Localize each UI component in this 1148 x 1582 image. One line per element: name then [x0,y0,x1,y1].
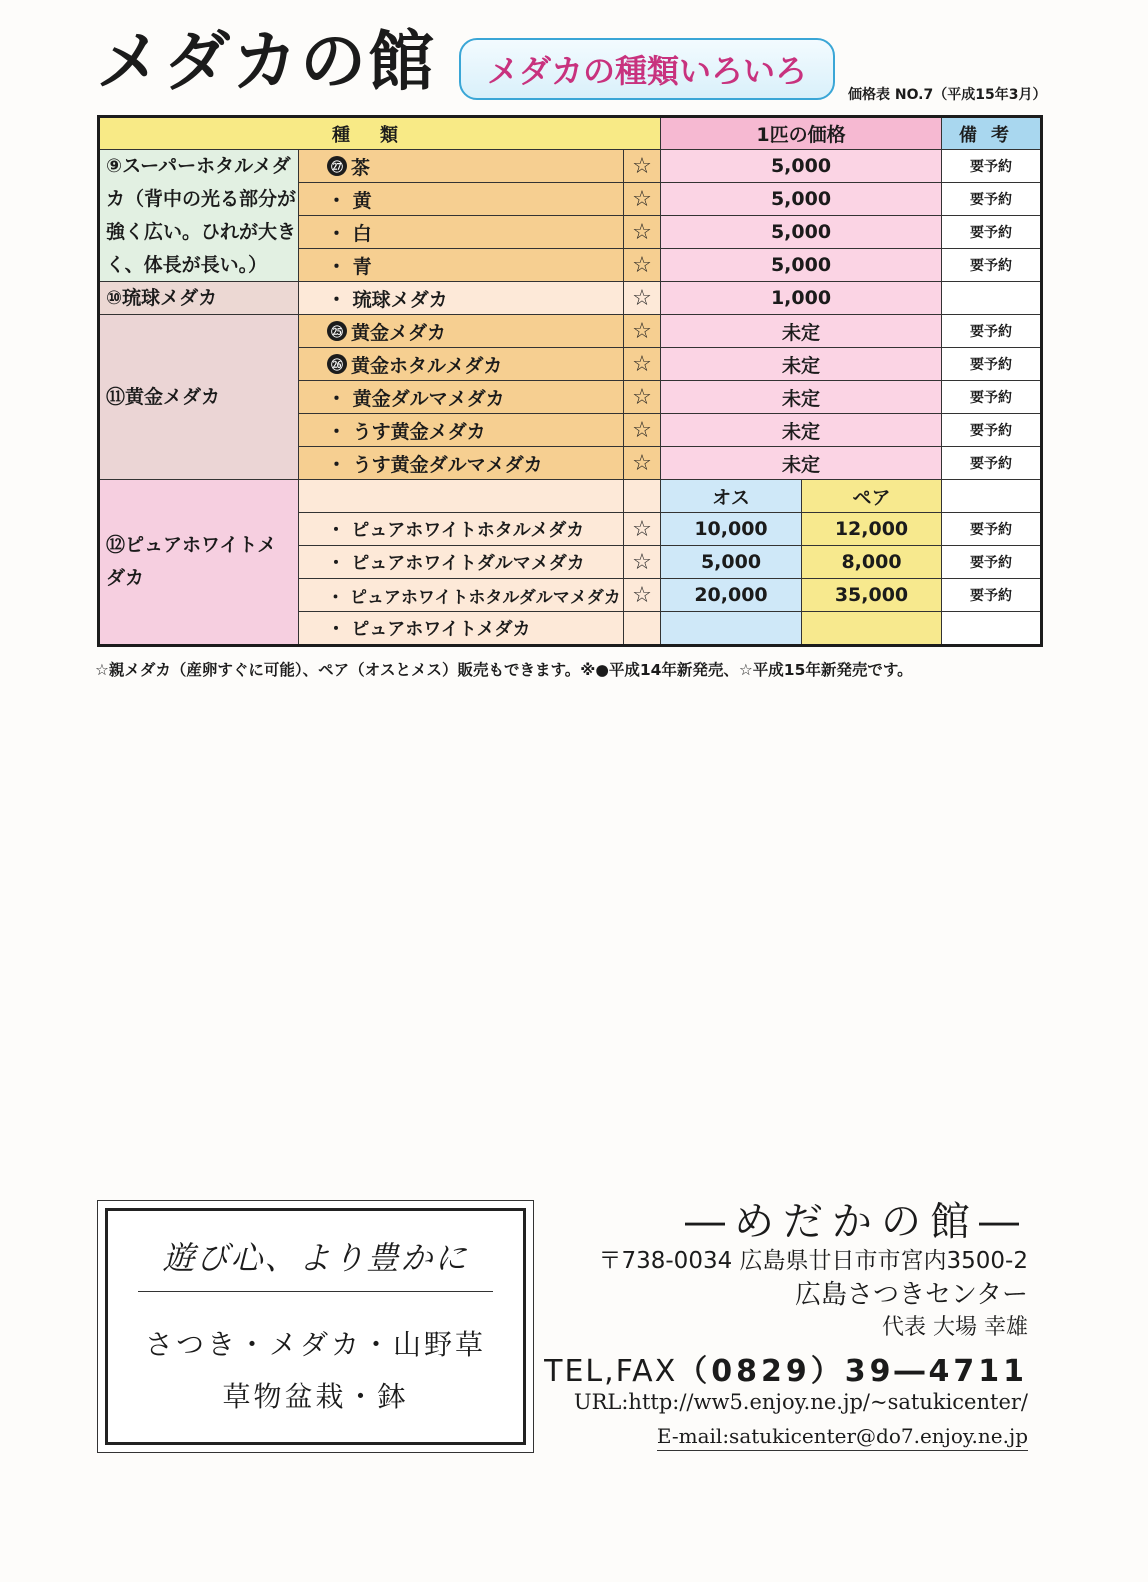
item-name: 茶 [351,156,371,179]
group-label-ryukyu: ⑩琉球メダカ [100,282,299,315]
item-note: 要予約 [942,546,1040,579]
star-icon: ☆ [624,447,661,480]
item-price: 未定 [661,315,942,348]
list-item [299,315,624,348]
item-note: 要予約 [942,579,1040,612]
star-icon: ☆ [624,183,661,216]
item-note: 要予約 [942,216,1040,249]
pair-price: 12,000 [802,513,942,546]
item-name: 琉球メダカ [352,288,448,311]
male-price: 5,000 [661,546,802,579]
blank-cell [299,480,624,513]
item-name: 黄 [352,189,372,212]
tel-fax [544,1346,1028,1390]
list-item [299,249,624,282]
item-name: ピュアホワイトホタルダルマメダカ [349,587,621,608]
header-pair: ペア [802,480,942,513]
list-item [299,579,624,612]
item-marker: ・ [327,255,347,278]
list-item [299,150,624,183]
item-note: 要予約 [942,315,1040,348]
list-item [299,612,624,644]
header-male: オス [661,480,802,513]
item-price: 未定 [661,414,942,447]
group-label-super-hotaru: ⑨スーパーホタルメダカ（背中の光る部分が強く広い。ひれが大きく、体長が長い。） [100,150,299,282]
item-marker: ・ [327,288,347,311]
item-marker: ・ [327,520,345,541]
center-name: 広島さつきセンター [795,1280,1028,1310]
star-icon: ☆ [624,546,661,579]
item-name: ピュアホワイトホタルメダカ [351,520,585,541]
group-label-ougon: ⑪黄金メダカ [100,315,299,480]
item-price: 5,000 [661,216,942,249]
item-name: うす黄金ダルマメダカ [352,453,543,476]
male-price: 20,000 [661,579,802,612]
item-note: 要予約 [942,381,1040,414]
item-note [942,612,1040,644]
header-kind: 種類 [100,118,661,150]
slogan-line-1: さつき・メダカ・山野草 [144,1328,486,1361]
star-icon: ☆ [624,414,661,447]
item-marker: ・ [327,387,347,410]
item-price: 未定 [661,381,942,414]
footnote: ☆親メダカ（産卵すぐに可能）、ペア（オスとメス）販売もできます。※●平成14年新発売、☆平成15年新発売です。 [95,661,913,679]
price-list-number: 価格表 NO.7（平成15年3月） [848,87,1047,103]
item-name: うす黄金メダカ [352,420,486,443]
list-item [299,546,624,579]
slogan-line-2: 草物盆栽・鉢 [222,1380,409,1413]
star-icon: ☆ [624,216,661,249]
item-marker: ・ [327,453,347,476]
star-icon: ☆ [624,513,661,546]
item-marker: ・ [327,189,347,212]
group-label-pure-white: ⑫ピュアホワイトメダカ [100,480,299,644]
male-price [661,612,802,644]
star-icon: ☆ [624,381,661,414]
item-note: 要予約 [942,348,1040,381]
item-name: 黄金ダルマメダカ [352,387,505,410]
male-price: 10,000 [661,513,802,546]
item-note: 要予約 [942,414,1040,447]
new-marker: ㉕ [327,321,347,341]
slogan-box [97,1200,534,1453]
item-marker: ・ [327,420,347,443]
slogan-title: 遊び心、より豊かに [162,1239,469,1277]
website-link[interactable]: URL:http://ww5.enjoy.ne.jp/~satukicenter/ [573,1390,1028,1414]
pair-price: 8,000 [802,546,942,579]
star-icon: ☆ [624,249,661,282]
star-cell [624,612,661,644]
item-price: 1,000 [661,282,942,315]
header-price: 1匹の価格 [661,118,942,150]
star-icon: ☆ [624,315,661,348]
item-marker: ・ [327,587,344,608]
new-marker: ㉗ [327,156,347,176]
list-item [299,414,624,447]
blank-cell [942,480,1040,513]
header-note: 備考 [942,118,1040,150]
item-marker: ・ [327,619,345,640]
item-name: 黄金メダカ [351,321,447,344]
list-item [299,447,624,480]
shop-name: ―めだかの館― [685,1199,1028,1245]
star-icon: ☆ [624,579,661,612]
address: 〒738-0034 広島県廿日市市宮内3500-2 [598,1248,1028,1274]
star-icon: ☆ [624,282,661,315]
price-table [97,115,1043,647]
item-marker: ・ [327,553,345,574]
new-marker: ㉖ [327,354,347,374]
tel-number: （0829）39―4711 [677,1354,1028,1389]
star-icon: ☆ [624,348,661,381]
list-item [299,348,624,381]
subtitle-badge: メダカの種類いろいろ [459,38,835,100]
slogan-inner-frame [105,1208,526,1445]
blank-cell [624,480,661,513]
item-note: 要予約 [942,249,1040,282]
email-link[interactable]: E-mail:satukicenter@do7.enjoy.ne.jp [657,1424,1028,1451]
list-item [299,381,624,414]
tel-label: TEL,FAX [544,1354,678,1389]
item-name: 白 [352,222,372,245]
item-note [942,282,1040,315]
item-marker: ・ [327,222,347,245]
star-icon: ☆ [624,150,661,183]
page-title: メダカの館 [96,23,436,100]
list-item [299,513,624,546]
item-name: ピュアホワイトメダカ [351,619,531,640]
item-price: 未定 [661,447,942,480]
item-note: 要予約 [942,183,1040,216]
item-name: 黄金ホタルメダカ [351,354,503,377]
item-price: 5,000 [661,150,942,183]
item-note: 要予約 [942,150,1040,183]
item-name: ピュアホワイトダルマメダカ [351,553,585,574]
item-note: 要予約 [942,447,1040,480]
item-price: 未定 [661,348,942,381]
representative: 代表 大場 幸雄 [882,1315,1028,1340]
slogan-divider [138,1291,493,1292]
pair-price [802,612,942,644]
item-name: 青 [352,255,372,278]
item-price: 5,000 [661,183,942,216]
list-item [299,282,624,315]
item-note: 要予約 [942,513,1040,546]
list-item [299,216,624,249]
list-item [299,183,624,216]
item-price: 5,000 [661,249,942,282]
pair-price: 35,000 [802,579,942,612]
